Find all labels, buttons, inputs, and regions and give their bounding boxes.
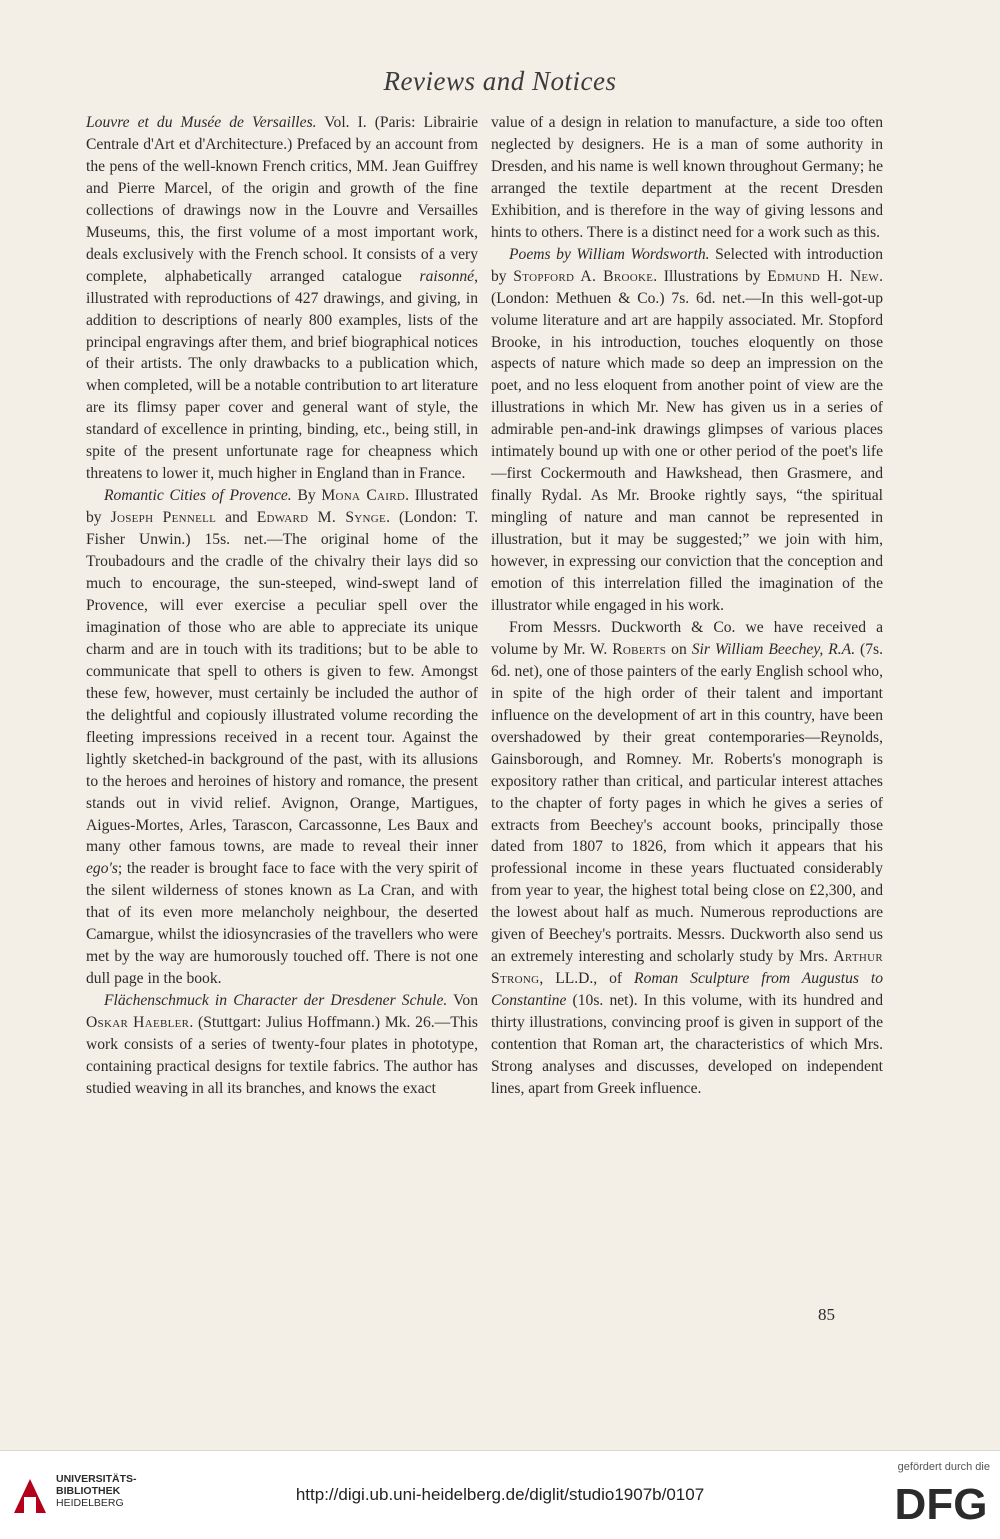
dfg-logo xyxy=(892,1477,990,1527)
review-title: Romantic Cities of Provence. xyxy=(104,487,292,505)
permalink-url[interactable]: http://digi.ub.uni-heidelberg.de/diglit/studio1907b/0107 xyxy=(295,1485,705,1504)
review-title: Flächenschmuck in Character der Dresdener Schule. xyxy=(104,992,448,1010)
running-head: Reviews and Notices xyxy=(383,66,617,96)
review-title: Louvre et du Musée de Versailles. xyxy=(86,114,317,131)
review-author: Mona Caird xyxy=(321,487,406,505)
left-column xyxy=(86,112,478,1100)
library-name: UNIVERSITÄTS- BIBLIOTHEK HEIDELBERG xyxy=(56,1473,137,1509)
review-wordsworth: Poems by William Wordsworth. Selected with introduction by Stopford A. Brooke. Illustrations by Edmund H. New. (London: Methuen & Co.) 7s. 6d. net.—In this well-got-up volume literature and art are happily associated. Mr. Stopford Brooke, in his introduction, touches eloquently on those aspects of nature which made so deep an impression on the poet, and no less eloquent from another point of view are the illustrations in which Mr. New has given us in a series of admirable pen-and-ink drawings glimpses of various places intimately bound up with one or other period of the poet's life—first Cockermouth and Hawkshead, then Grasmere, and finally Rydal. As Mr. Brooke rightly says, “the spiritual mingling of nature and man cannot be represented in illustration, but it may be suggested;” we join with him, however, in expressing our conviction that the conception and emotion of this interrelation filled the imagination of the illustrator while engaged in his work. xyxy=(491,245,883,614)
right-column xyxy=(491,112,883,1100)
review-title: Sir William Beechey, R.A. xyxy=(691,640,856,658)
dfg-logo-text: DFG xyxy=(894,1480,988,1527)
digitization-footer xyxy=(0,1450,1000,1539)
review-beechey-strong: From Messrs. Duckworth & Co. we have received a volume by Mr. W. Roberts on Sir William Beechey, R.A. (7s. 6d. net), one of those painters of the early English school who, in spite of the high order of their talent and important influence on the development of art in this country, have been overshadowed by their great contemporaries—Reynolds, Gainsborough, and Romney. Mr. Roberts's monograph is expository rather than critical, and particular interest attaches to the chapter of forty pages in which he gives a series of extracts from Beechey's account books, principally those dated from 1807 to 1826, from which it appears that his professional income in these years fluctuated considerably from year to year, the highest total being close on £2,300, and the lowest about half as much. Numerous reproductions are given of Beechey's portraits. Messrs. Duckworth also send us an extremely interesting and scholarly study by Mrs. Arthur Strong, LL.D., of Roman Sculpture from Augustus to Constantine (10s. net). In this volume, with its hundred and thirty illustrations, convincing proof is given in support of the contention that Roman art, the characteristics of which Mrs. Strong analyses and discusses, developed on independent lines, apart from Greek influence. xyxy=(491,618,884,1097)
review-flachenschmuck: Flächenschmuck in Character der Dresdener Schule. Von Oskar Haebler. (Stuttgart: Julius Hoffmann.) Mk. 26.—This work consists of a series of twenty-four plates in phototype, containing practical designs for textile fabrics. The author has studied weaving in all its branches, and knows the exact xyxy=(86,992,478,1097)
review-title: Poems by William Wordsworth. xyxy=(509,245,710,263)
review-provence: Romantic Cities of Provence. By Mona Caird. Illustrated by Joseph Pennell and Edward M. Synge. (London: T. Fisher Unwin.) 15s. net.—The original home of the Troubadours and the cradle of the chivalry their lays did so much to encourage, the sun-steeped, wind-swept land of Provence, will ever exercise a peculiar spell over the imagination of those who are able to appreciate its unique charm and are in touch with its traditions; but to be able to communicate that spell to others is given to few. Amongst these few, however, must certainly be included the author of the delightful and copiously illustrated volume recording the fleeting impressions received in a recent tour. Against the lightly sketched-in background of the past, with its allusions to the heroes and heroines of history and romance, the present stands out in vivid relief. Avignon, Orange, Martigues, Aigues-Mortes, Arles, Tarascon, Carcassonne, Les Baux and many other famous towns, are made to reveal their inner ego's; the reader is brought face to face with the very spirit of the silent wilderness of stones known as La Cran, and with that of its even more melancholy neighbour, the deserted Camargue, whilst the idiosyncrasies of the travellers who were met by the way are humorously touched off. There is not one dull page in the book. xyxy=(86,487,478,988)
review-title: Roman Sculpture from Augustus to Constantine xyxy=(491,970,884,1010)
review-louvre: Louvre et du Musée de Versailles. Vol. I. (Paris: Librairie Centrale d'Art et d'Architecture.) Prefaced by an account from the pens of the well-known French critics, MM. Jean Guiffrey and Pierre Marcel, of the origin and growth of the fine collections of drawings now in the Louvre and Versailles Museums, this, the first volume of a most important work, deals exclusively with the French school. It consists of a very complete, alphabetically arranged catalogue raisonné, illustrated with reproductions of 427 drawings, and giving, in addition to descriptions of nearly 800 examples, lists of the principal engravings after them, and brief biographical notices of their artists. The only drawbacks to a publication which, when completed, will be a notable contribution to art literature are its flimsy paper cover and general want of style, the standard of excellence in printing, binding, etc., being still, in spite of the present unfortunate rage for cheapness which threatens to lower it, much higher in England than in France. xyxy=(86,114,479,483)
funded-by-label: gefördert durch die xyxy=(897,1461,990,1473)
review-flachenschmuck-continued: value of a design in relation to manufacture, a side too often neglected by designers. He is a man of some authority in Dresden, and his name is well known throughout Germany; he arranged the textile department at the recent Dresden Exhibition, and is therefore in the way of giving lessons and hints to others. There is a distinct need for a work such as this. xyxy=(491,114,883,241)
review-author: Oskar Haebler xyxy=(86,1014,190,1032)
page-number: 85 xyxy=(818,1305,835,1324)
